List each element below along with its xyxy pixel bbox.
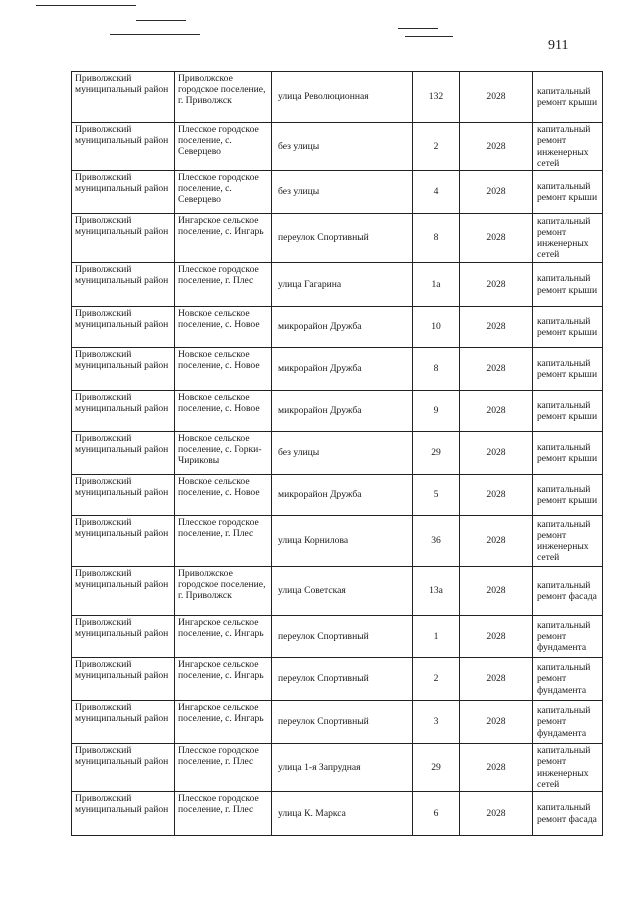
table-row	[72, 516, 603, 567]
cell-house: 1а	[413, 263, 460, 307]
cell-work: капитальный ремонт инженерных сетей	[533, 123, 603, 171]
cell-area: Приволжский муниципальный район	[72, 391, 175, 432]
cell-work: капитальный ремонт крыши	[533, 348, 603, 391]
page-number: 911	[548, 38, 569, 53]
cell-work: капитальный ремонт фасада	[533, 567, 603, 616]
cell-area: Приволжский муниципальный район	[72, 72, 175, 123]
scan-line	[405, 36, 453, 37]
registry-table	[71, 71, 603, 836]
scan-line	[136, 20, 186, 21]
cell-work: капитальный ремонт фундамента	[533, 658, 603, 701]
cell-settlement: Приволжское городское поселение, г. Приволжск	[175, 72, 272, 123]
table-row	[72, 701, 603, 744]
cell-work: капитальный ремонт фасада	[533, 792, 603, 836]
cell-street: микрорайон Дружба	[272, 348, 413, 391]
cell-settlement: Плесское городское поселение, г. Плес	[175, 516, 272, 567]
cell-work: капитальный ремонт инженерных сетей	[533, 214, 603, 263]
table-row	[72, 658, 603, 701]
cell-work: капитальный ремонт крыши	[533, 391, 603, 432]
cell-settlement: Новское сельское поселение, с. Горки-Чириковы	[175, 432, 272, 475]
cell-year: 2028	[460, 214, 533, 263]
cell-settlement: Ингарское сельское поселение, с. Ингарь	[175, 214, 272, 263]
cell-year: 2028	[460, 432, 533, 475]
cell-settlement: Новское сельское поселение, с. Новое	[175, 391, 272, 432]
cell-work: капитальный ремонт крыши	[533, 307, 603, 348]
cell-settlement: Плесское городское поселение, г. Плес	[175, 744, 272, 792]
cell-street: улица Революционная	[272, 72, 413, 123]
cell-area: Приволжский муниципальный район	[72, 516, 175, 567]
cell-work: капитальный ремонт инженерных сетей	[533, 516, 603, 567]
cell-work: капитальный ремонт инженерных сетей	[533, 744, 603, 792]
cell-area: Приволжский муниципальный район	[72, 567, 175, 616]
cell-settlement: Плесское городское поселение, с. Северцево	[175, 171, 272, 214]
table-row	[72, 263, 603, 307]
cell-area: Приволжский муниципальный район	[72, 171, 175, 214]
cell-house: 29	[413, 432, 460, 475]
cell-street: переулок Спортивный	[272, 214, 413, 263]
cell-street: улица 1-я Запрудная	[272, 744, 413, 792]
cell-work: капитальный ремонт крыши	[533, 263, 603, 307]
cell-house: 1	[413, 616, 460, 658]
table-row	[72, 307, 603, 348]
cell-settlement: Приволжское городское поселение, г. Приволжск	[175, 567, 272, 616]
table-row	[72, 475, 603, 516]
table-row	[72, 792, 603, 836]
cell-year: 2028	[460, 567, 533, 616]
cell-settlement: Новское сельское поселение, с. Новое	[175, 307, 272, 348]
cell-year: 2028	[460, 307, 533, 348]
cell-area: Приволжский муниципальный район	[72, 123, 175, 171]
table-row	[72, 391, 603, 432]
table-row	[72, 123, 603, 171]
cell-year: 2028	[460, 616, 533, 658]
cell-house: 10	[413, 307, 460, 348]
table-row	[72, 432, 603, 475]
cell-year: 2028	[460, 658, 533, 701]
cell-settlement: Плесское городское поселение, с. Северцево	[175, 123, 272, 171]
cell-work: капитальный ремонт фундамента	[533, 616, 603, 658]
cell-settlement: Ингарское сельское поселение, с. Ингарь	[175, 701, 272, 744]
cell-street: микрорайон Дружба	[272, 307, 413, 348]
cell-house: 9	[413, 391, 460, 432]
cell-street: переулок Спортивный	[272, 701, 413, 744]
cell-street: без улицы	[272, 171, 413, 214]
cell-year: 2028	[460, 744, 533, 792]
cell-work: капитальный ремонт крыши	[533, 72, 603, 123]
cell-work: капитальный ремонт крыши	[533, 171, 603, 214]
cell-house: 132	[413, 72, 460, 123]
table-row	[72, 72, 603, 123]
cell-settlement: Плесское городское поселение, г. Плес	[175, 792, 272, 836]
scan-line	[110, 34, 200, 35]
cell-year: 2028	[460, 516, 533, 567]
cell-settlement: Новское сельское поселение, с. Новое	[175, 475, 272, 516]
cell-house: 5	[413, 475, 460, 516]
cell-street: улица Советская	[272, 567, 413, 616]
cell-work: капитальный ремонт крыши	[533, 432, 603, 475]
cell-area: Приволжский муниципальный район	[72, 658, 175, 701]
cell-house: 13а	[413, 567, 460, 616]
cell-street: микрорайон Дружба	[272, 475, 413, 516]
cell-street: улица Гагарина	[272, 263, 413, 307]
cell-area: Приволжский муниципальный район	[72, 792, 175, 836]
cell-year: 2028	[460, 123, 533, 171]
scan-line	[398, 28, 438, 29]
cell-area: Приволжский муниципальный район	[72, 348, 175, 391]
cell-area: Приволжский муниципальный район	[72, 616, 175, 658]
cell-settlement: Ингарское сельское поселение, с. Ингарь	[175, 616, 272, 658]
cell-year: 2028	[460, 263, 533, 307]
cell-year: 2028	[460, 475, 533, 516]
table-row	[72, 616, 603, 658]
cell-settlement: Плесское городское поселение, г. Плес	[175, 263, 272, 307]
table-row	[72, 348, 603, 391]
cell-year: 2028	[460, 701, 533, 744]
cell-house: 36	[413, 516, 460, 567]
cell-street: без улицы	[272, 432, 413, 475]
cell-house: 2	[413, 123, 460, 171]
scan-line	[36, 5, 136, 6]
cell-settlement: Новское сельское поселение, с. Новое	[175, 348, 272, 391]
cell-year: 2028	[460, 348, 533, 391]
cell-house: 6	[413, 792, 460, 836]
cell-area: Приволжский муниципальный район	[72, 432, 175, 475]
cell-area: Приволжский муниципальный район	[72, 744, 175, 792]
table-row	[72, 214, 603, 263]
cell-house: 8	[413, 348, 460, 391]
cell-house: 4	[413, 171, 460, 214]
cell-street: микрорайон Дружба	[272, 391, 413, 432]
cell-house: 8	[413, 214, 460, 263]
cell-year: 2028	[460, 391, 533, 432]
cell-work: капитальный ремонт крыши	[533, 475, 603, 516]
cell-street: переулок Спортивный	[272, 616, 413, 658]
cell-street: улица Корнилова	[272, 516, 413, 567]
cell-house: 29	[413, 744, 460, 792]
cell-area: Приволжский муниципальный район	[72, 307, 175, 348]
table-row	[72, 171, 603, 214]
cell-street: улица К. Маркса	[272, 792, 413, 836]
cell-house: 2	[413, 658, 460, 701]
table-row	[72, 744, 603, 792]
cell-work: капитальный ремонт фундамента	[533, 701, 603, 744]
cell-area: Приволжский муниципальный район	[72, 475, 175, 516]
cell-area: Приволжский муниципальный район	[72, 701, 175, 744]
cell-year: 2028	[460, 72, 533, 123]
cell-street: переулок Спортивный	[272, 658, 413, 701]
cell-year: 2028	[460, 792, 533, 836]
cell-house: 3	[413, 701, 460, 744]
cell-area: Приволжский муниципальный район	[72, 263, 175, 307]
cell-settlement: Ингарское сельское поселение, с. Ингарь	[175, 658, 272, 701]
table-row	[72, 567, 603, 616]
cell-street: без улицы	[272, 123, 413, 171]
cell-area: Приволжский муниципальный район	[72, 214, 175, 263]
cell-year: 2028	[460, 171, 533, 214]
